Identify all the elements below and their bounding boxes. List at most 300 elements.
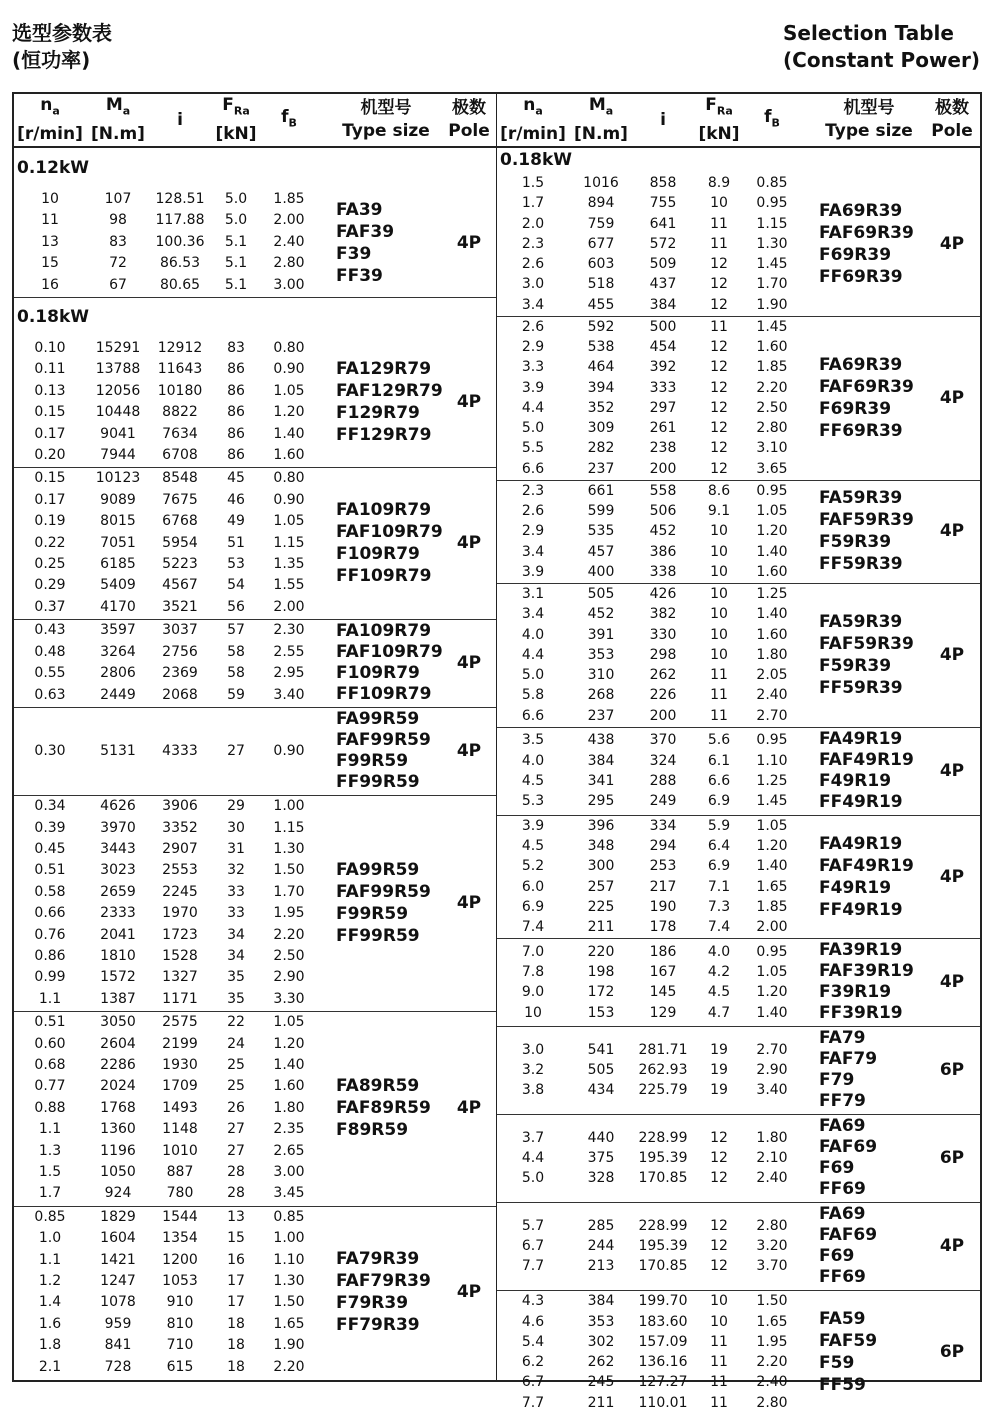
pole-value: 4P [939,233,965,254]
type-size-item: FAF59 [819,1331,878,1351]
col-ma-unit: [N.m] [91,123,145,144]
cell-fra: 8.9 [707,175,731,191]
cell-fra: 10 [710,1313,728,1330]
cell-fra: 10 [710,1293,728,1310]
cell-na: 7.8 [521,964,545,980]
cell-ma: 535 [587,523,615,540]
col-na-symbol-line [523,94,543,122]
col-ma-unit: [N.m] [574,123,628,144]
type-size-item: FAF69R39 [819,222,914,243]
cell-i: 370 [649,732,677,749]
cell-fb: 1.85 [756,898,788,915]
cell-fra: 11 [710,235,728,252]
cell-na: 3.7 [521,1129,545,1146]
cell-ma: 12056 [95,382,141,399]
cell-fra: 28 [227,1185,245,1202]
type-size-item: FA129R79 [336,359,432,380]
cell-i: 5954 [162,534,198,551]
cell-fra: 12 [710,339,728,355]
cell-fb: 2.95 [273,665,305,682]
cell-na: 2.9 [521,523,545,540]
cell-na: 3.4 [521,606,545,623]
cell-fra: 5.1 [224,233,248,250]
type-size-item: FAF89R59 [336,1098,431,1119]
cell-na: 0.60 [34,1035,66,1052]
type-size-item: FF99R59 [336,926,420,947]
pole-value: 4P [456,392,482,413]
table-body [497,148,982,1411]
cell-fb: 1.80 [756,1129,788,1146]
type-size-item: FA49R19 [819,833,903,854]
type-size-item: FAF99R59 [336,882,431,903]
cell-fb: 1.35 [273,556,305,572]
type-size-item: F69 [819,1246,855,1267]
cell-ma: 505 [587,1062,615,1079]
cell-ma: 438 [587,732,615,749]
cell-ma: 328 [587,1170,615,1187]
cell-fb: 2.20 [756,1354,788,1370]
cell-fb: 1.60 [273,1078,305,1095]
cell-fb: 1.60 [756,626,788,643]
type-size-list [336,467,442,619]
cell-fra: 19 [710,1041,728,1058]
cell-na: 0.58 [34,883,66,900]
cell-ma: 457 [587,543,615,560]
cell-fra: 12 [710,1258,728,1275]
cell-na: 4.5 [521,838,545,854]
cell-i: 261 [649,420,677,436]
type-size-item: F59R39 [819,532,892,553]
cell-ma: 518 [587,276,615,293]
pole-value: 4P [456,741,482,762]
cell-i: 2907 [162,841,198,857]
cell-fra: 12 [710,1150,728,1167]
cell-ma: 1387 [100,990,136,1007]
cell-ma: 541 [587,1041,615,1058]
type-size-list [819,727,925,815]
cell-ma: 384 [587,752,615,769]
cell-i: 887 [166,1164,194,1180]
cell-fra: 35 [227,969,245,986]
cell-ma: 72 [109,255,127,272]
cell-fb: 3.00 [273,276,305,293]
cell-ma: 341 [587,772,615,789]
cell-fb: 1.40 [273,425,305,442]
cell-fra: 54 [227,577,245,594]
cell-na: 1.2 [38,1273,62,1289]
cell-fb: 1.05 [273,513,305,530]
cell-i: 1148 [162,1121,198,1138]
cell-fb: 2.50 [273,948,305,964]
col-na [502,94,564,146]
type-size-item: FF39 [336,265,383,286]
cell-i: 6708 [162,447,198,463]
type-size-item: F49R19 [819,770,892,791]
cell-i: 755 [649,195,677,212]
cell-fb: 1.05 [756,503,788,519]
type-size-item: F69R39 [819,398,892,419]
cell-i: 167 [649,964,677,980]
cell-i: 780 [166,1185,194,1202]
cell-fra: 12 [710,460,728,477]
cell-fb: 2.40 [756,1374,788,1391]
col-fb-symbol: f [281,106,289,127]
cell-na: 0.20 [34,447,66,463]
cell-na: 3.0 [521,1041,545,1058]
cell-ma: 9041 [100,425,136,442]
cell-ma: 1196 [100,1142,136,1159]
cell-fb: 1.00 [273,798,305,815]
cell-fra: 33 [227,883,245,900]
cell-i: 100.36 [155,233,205,250]
cell-fb: 1.90 [273,1337,305,1354]
cell-i: 558 [649,482,677,499]
cell-fra: 4.0 [707,943,731,960]
cell-ma: 959 [104,1315,132,1332]
pole-value: 6P [939,1060,965,1081]
cell-fb: 3.70 [756,1258,788,1275]
cell-na: 3.0 [521,276,545,293]
cell-ma: 3443 [100,841,136,857]
cell-i: 334 [649,817,677,834]
cell-i: 3906 [162,798,198,815]
cell-na: 5.8 [521,687,545,704]
cell-i: 1354 [162,1230,198,1247]
cell-fb: 1.50 [273,862,305,879]
col-fb-symbol-line [281,106,297,134]
cell-ma: 1078 [100,1294,136,1311]
cell-i: 253 [649,858,677,875]
cell-ma: 198 [587,964,615,980]
cell-fra: 5.0 [224,212,248,229]
cell-na: 1.7 [521,195,545,212]
cell-fra: 86 [227,425,245,442]
pole-value: 4P [939,760,965,781]
cell-ma: 282 [587,440,615,457]
cell-fra: 18 [227,1358,245,1375]
cell-ma: 348 [587,838,615,854]
cell-i: 4567 [162,577,198,594]
cell-fra: 45 [227,470,245,487]
type-size-item: FF99R59 [336,772,420,793]
cell-na: 0.76 [34,926,66,943]
cell-na: 4.0 [521,626,545,643]
cell-na: 0.88 [34,1099,66,1116]
type-size-item: FAF79 [819,1049,878,1070]
right-table [497,92,982,1411]
cell-i: 1493 [162,1099,198,1116]
cell-fb: 1.65 [756,878,788,895]
cell-fb: 1.10 [756,752,788,769]
cell-fb: 2.65 [273,1142,305,1159]
col-na-symbol-line [40,94,60,122]
cell-fb: 1.25 [756,586,788,602]
cell-fb: 3.40 [756,1082,788,1099]
type-size-item: FF129R79 [336,425,432,446]
cell-fb: 1.30 [273,1273,305,1289]
cell-na: 0.19 [34,513,66,530]
column-header-row [497,92,982,148]
cell-na: 0.34 [34,798,66,815]
cell-ma: 384 [587,1293,615,1310]
cell-na: 6.7 [521,1238,545,1255]
type-size-list [819,316,925,480]
type-size-item: FF69 [819,1179,866,1200]
cell-i: 170.85 [638,1258,688,1275]
cell-i: 2245 [162,883,198,900]
cell-fra: 19 [710,1062,728,1079]
cell-fra: 34 [227,926,245,943]
cell-i: 226 [649,687,677,704]
cell-fb: 1.40 [273,1057,305,1073]
cell-fra: 12 [710,296,728,313]
cell-fra: 83 [227,340,245,356]
cell-i: 386 [649,543,677,560]
cell-fra: 5.9 [707,817,731,834]
cell-na: 0.17 [34,425,66,442]
type-size-list [336,188,442,297]
cell-ma: 375 [587,1150,615,1167]
cell-i: 262.93 [638,1062,688,1079]
cell-ma: 295 [587,793,615,809]
cell-fra: 11 [710,687,728,704]
cell-i: 324 [649,752,677,769]
cell-i: 10180 [157,382,203,399]
cell-ma: 728 [104,1358,132,1375]
cell-ma: 10448 [95,404,141,421]
cell-fra: 18 [227,1315,245,1332]
cell-na: 3.9 [521,379,545,396]
cell-na: 2.3 [521,235,545,252]
cell-na: 0.48 [34,643,66,660]
col-type-cn: 机型号 [843,98,895,118]
cell-ma: 2806 [100,665,136,682]
type-size-list [819,172,925,316]
cell-ma: 9089 [100,491,136,508]
cell-fb: 2.80 [756,1217,788,1234]
cell-fra: 24 [227,1035,245,1052]
cell-na: 0.51 [34,1014,66,1031]
cell-ma: 213 [587,1258,615,1275]
cell-ma: 3050 [100,1014,136,1031]
cell-fb: 0.90 [273,491,305,508]
cell-i: 1171 [162,990,198,1007]
cell-na: 16 [41,276,59,293]
cell-na: 6.7 [521,1374,545,1391]
type-size-item: FAF109R79 [336,522,443,543]
type-size-item: F129R79 [336,403,420,424]
cell-i: 6768 [162,513,198,530]
cell-fb: 3.40 [273,686,305,703]
cell-na: 7.7 [521,1258,545,1275]
cell-fra: 18 [227,1337,245,1354]
cell-na: 0.11 [34,361,66,378]
type-size-item: FAF59R39 [819,510,914,531]
cell-i: 1327 [162,969,198,986]
cell-ma: 391 [587,626,615,643]
type-size-item: FAF49R19 [819,749,914,770]
cell-fra: 11 [710,1354,728,1370]
col-fb-subscript: B [288,116,297,130]
col-pole [927,94,977,146]
cell-ma: 505 [587,586,615,602]
cell-fb: 1.50 [273,1294,305,1311]
cell-fb: 2.70 [756,707,788,724]
cell-na: 0.30 [34,742,66,759]
cell-na: 0.51 [34,862,66,879]
cell-na: 0.39 [34,819,66,836]
cell-fra: 6.1 [707,752,731,769]
cell-ma: 592 [587,318,615,335]
cell-i: 572 [649,235,677,252]
cell-ma: 400 [587,563,615,580]
cell-i: 1200 [162,1251,198,1268]
type-size-item: FA39R19 [819,940,903,961]
type-size-item: FAF69 [819,1225,878,1246]
cell-na: 0.77 [34,1078,66,1095]
type-size-item: F69R39 [819,244,892,265]
cell-na: 7.0 [521,943,545,960]
cell-na: 6.6 [521,707,545,724]
power-rating-label: 0.18kW [500,150,573,170]
cell-fra: 11 [710,1374,728,1391]
cell-fra: 26 [227,1099,245,1116]
col-fra-symbol-line [705,94,733,122]
cell-fb: 1.45 [756,256,788,272]
cell-ma: 1360 [100,1121,136,1138]
cell-ma: 841 [104,1337,132,1354]
cell-na: 4.3 [521,1293,545,1310]
cell-fb: 1.95 [273,905,305,922]
cell-na: 5.0 [521,420,545,436]
cell-fb: 1.25 [756,772,788,789]
cell-ma: 1421 [100,1251,136,1268]
cell-i: 384 [649,296,677,313]
cell-na: 0.55 [34,665,66,682]
subtitle-line: (Constant Power) [783,48,980,72]
cell-fb: 0.95 [756,482,788,499]
cell-na: 10 [524,1004,542,1021]
col-fb [264,94,314,146]
cell-na: 6.0 [521,878,545,895]
cell-fb: 1.40 [756,858,788,875]
type-size-item: FA49R19 [819,728,903,749]
pole-value: 4P [456,653,482,674]
type-size-item: FF59R39 [819,554,903,575]
cell-fra: 4.7 [707,1004,731,1021]
cell-fb: 1.20 [756,523,788,540]
cell-na: 3.1 [521,586,545,602]
subtitle-line: (恒功率) [12,48,91,72]
cell-fb: 2.20 [273,1358,305,1375]
col-fra [697,94,741,146]
cell-ma: 309 [587,420,615,436]
cell-i: 200 [649,460,677,477]
cell-fra: 58 [227,665,245,682]
cell-fb: 0.95 [756,732,788,749]
cell-fra: 29 [227,798,245,815]
col-type [331,94,441,146]
cell-i: 2575 [162,1014,198,1031]
cell-i: 338 [649,563,677,580]
col-fra-unit: [kN] [215,123,257,144]
cell-ma: 924 [104,1185,132,1202]
cell-fb: 0.85 [756,175,788,191]
cell-na: 3.2 [521,1062,545,1079]
cell-fra: 59 [227,686,245,703]
cell-fra: 12 [710,276,728,293]
col-ma-symbol-line [589,94,613,122]
cell-na: 4.5 [521,772,545,789]
cell-na: 1.8 [38,1337,62,1354]
type-size-list [819,1290,925,1414]
cell-fra: 8.6 [707,482,731,499]
cell-fra: 12 [710,420,728,436]
type-size-item: F109R79 [336,544,420,565]
type-size-item: FF69R39 [819,266,903,287]
cell-ma: 257 [587,878,615,895]
cell-fb: 1.15 [756,215,788,232]
pole-value: 4P [456,1282,482,1303]
cell-ma: 661 [587,482,615,499]
cell-fra: 5.1 [224,276,248,293]
type-size-item: FAF49R19 [819,855,914,876]
cell-fb: 1.15 [273,819,305,836]
left-table [12,92,497,1382]
cell-i: 217 [649,878,677,895]
cell-i: 1053 [162,1273,198,1289]
type-size-item: FAF109R79 [336,642,443,663]
cell-na: 5.0 [521,667,545,683]
type-size-item: F89R59 [336,1120,409,1141]
cell-i: 297 [649,399,677,416]
cell-na: 0.45 [34,841,66,857]
cell-ma: 603 [587,256,615,272]
type-size-item: FA79 [819,1028,866,1049]
col-pole [444,94,494,146]
cell-fra: 7.4 [707,919,731,935]
cell-ma: 677 [587,235,615,252]
cell-fb: 2.40 [756,1170,788,1187]
cell-fra: 27 [227,742,245,759]
cell-i: 195.39 [638,1150,688,1167]
cell-i: 3352 [162,819,198,836]
cell-na: 9.0 [521,984,545,1001]
cell-ma: 237 [587,707,615,724]
cell-ma: 1768 [100,1099,136,1116]
cell-fb: 2.40 [756,687,788,704]
cell-ma: 7944 [100,447,136,463]
cell-fra: 10 [710,626,728,643]
cell-ma: 2604 [100,1035,136,1052]
cell-fra: 57 [227,622,245,639]
cell-i: 5223 [162,556,198,572]
cell-fb: 2.00 [273,598,305,615]
cell-fb: 1.45 [756,793,788,809]
cell-ma: 268 [587,687,615,704]
cell-ma: 153 [587,1004,615,1021]
cell-fb: 2.30 [273,622,305,639]
col-ma-symbol: M [105,95,123,116]
cell-fb: 1.60 [756,339,788,355]
cell-fb: 3.20 [756,1238,788,1255]
cell-ma: 237 [587,460,615,477]
cell-na: 1.0 [38,1230,62,1247]
cell-na: 1.5 [521,175,545,191]
cell-fra: 4.5 [707,984,731,1001]
cell-fra: 46 [227,491,245,508]
cell-fra: 28 [227,1164,245,1180]
